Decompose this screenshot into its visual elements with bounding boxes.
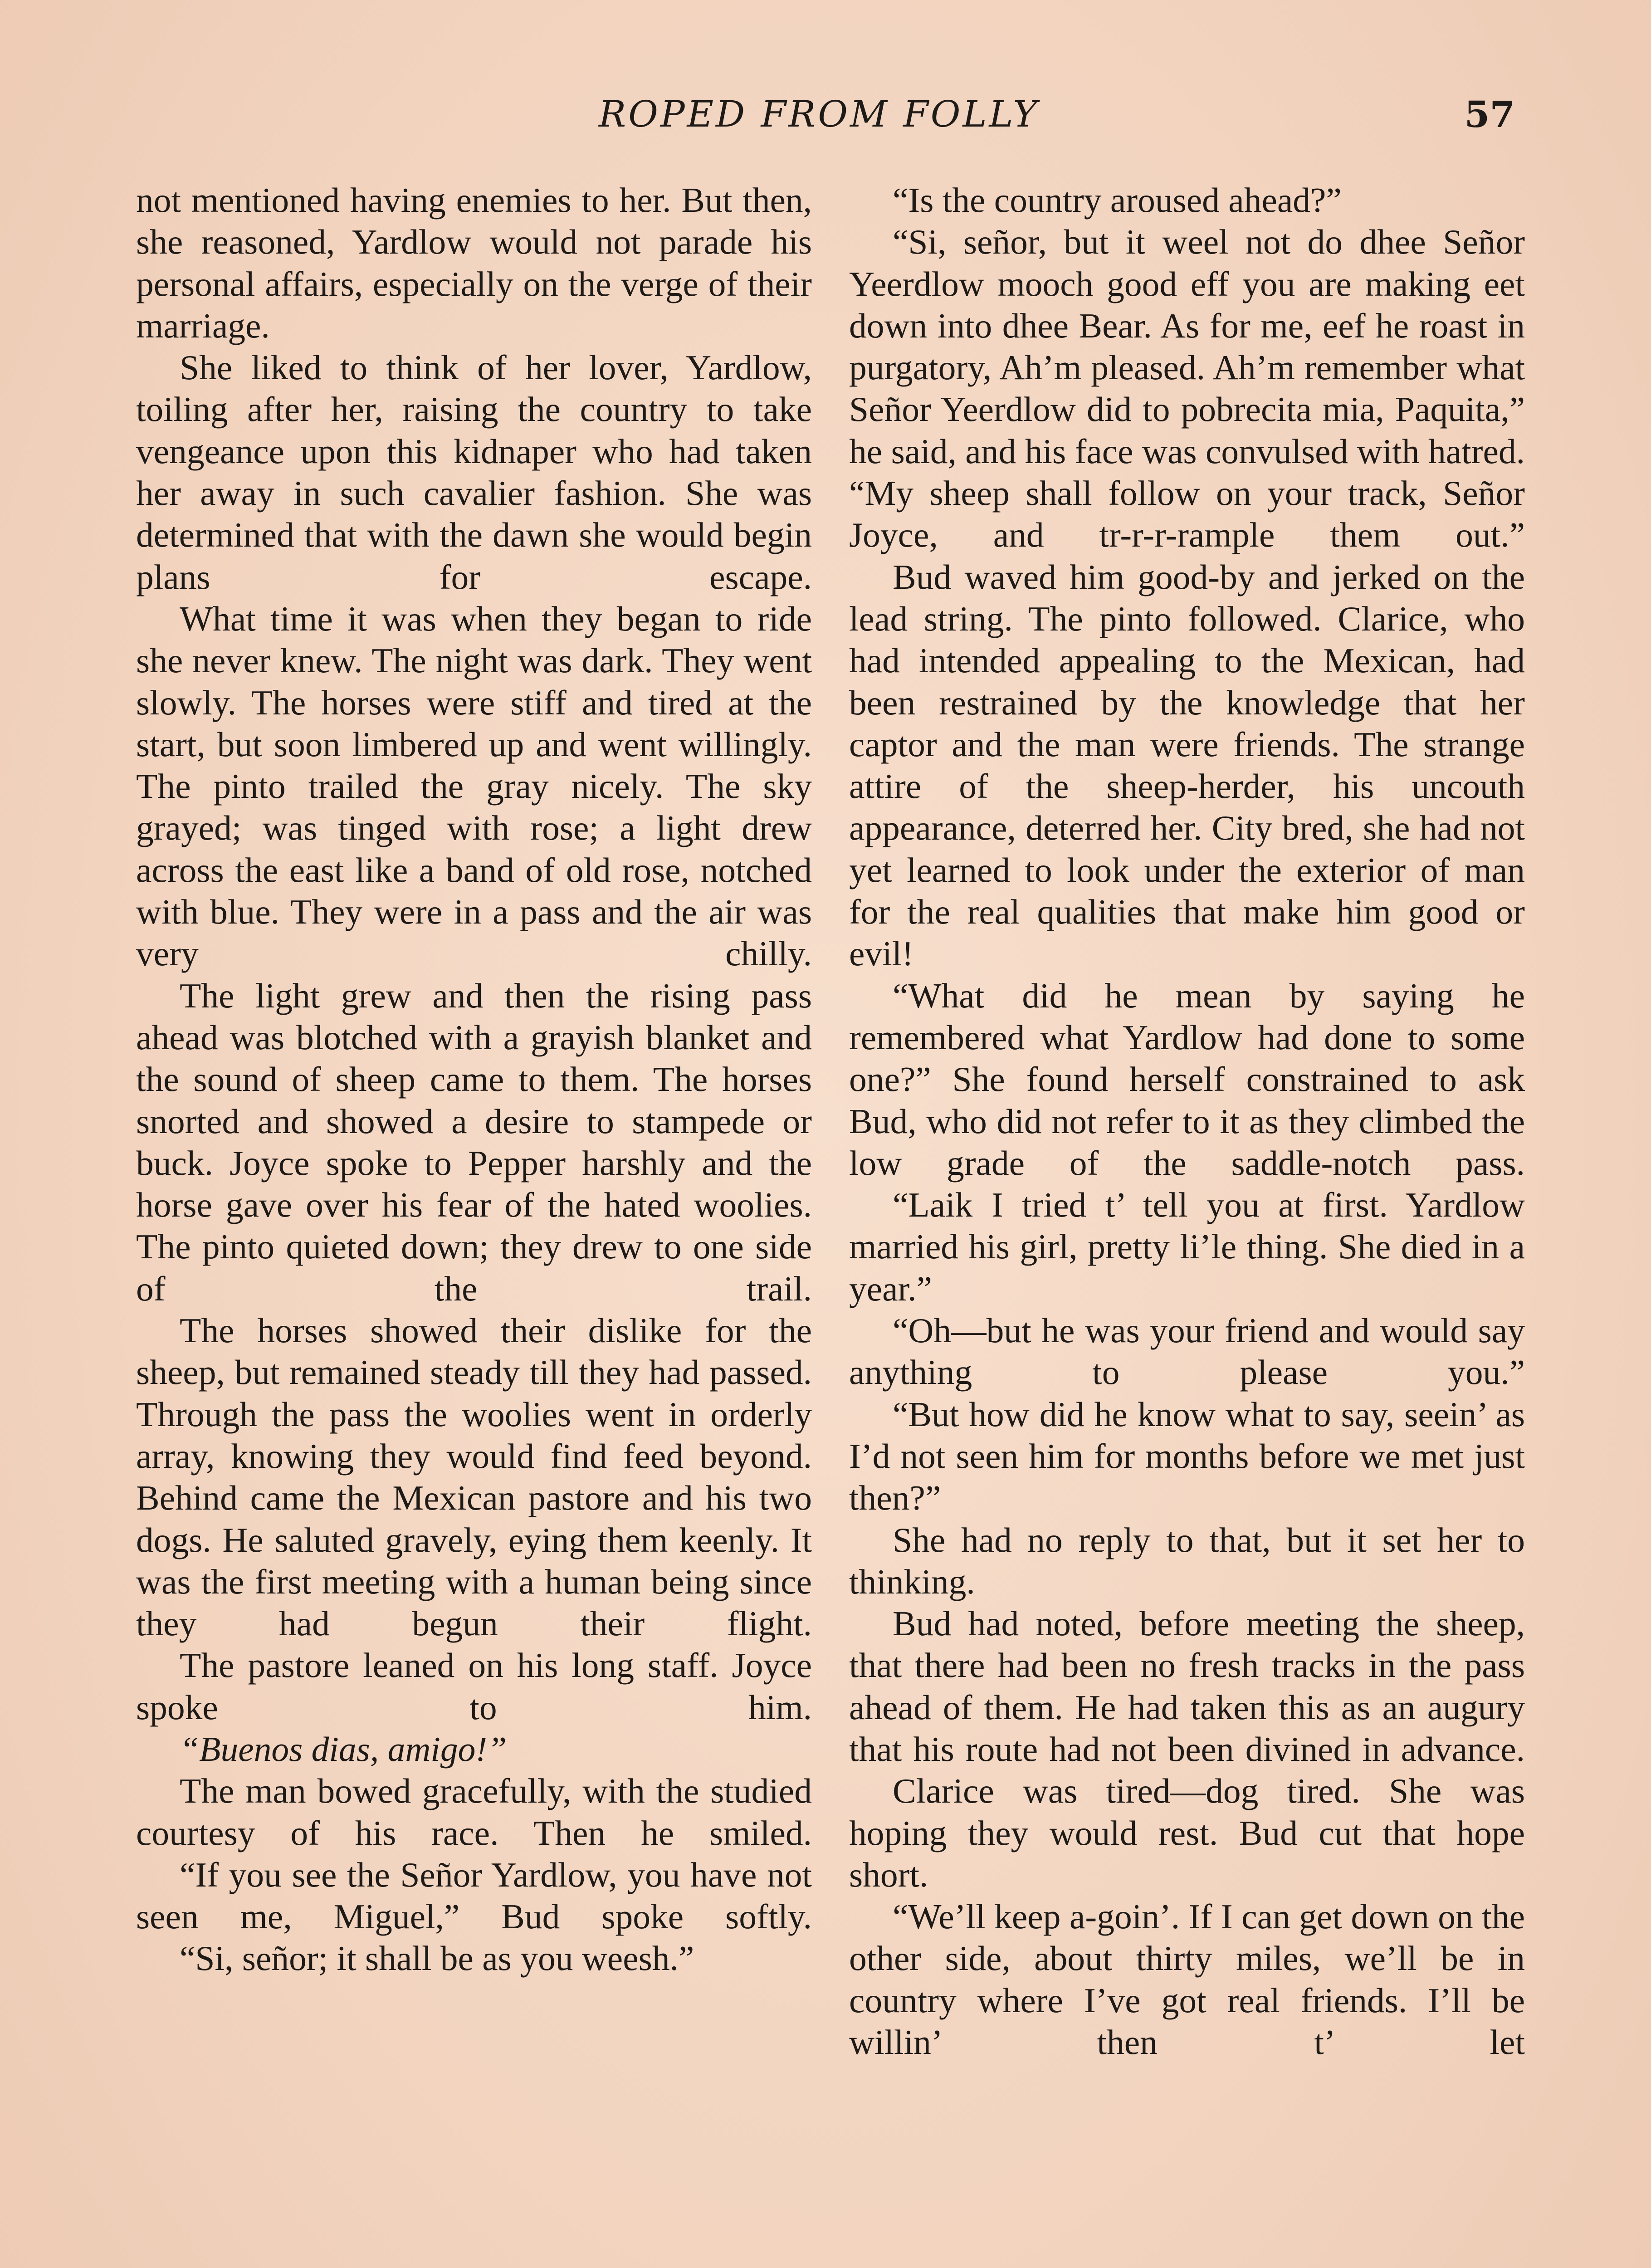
paragraph: Bud waved him good-by and jerked on the lead string. The pinto followed. Clarice, who had intended appealing to the Mexican, had been restrained by the knowledge that her captor and the man were friends. The strange attire of the sheep-herder, his uncouth appearance, deterred her. City bred, she had not yet learned to look under the exterior of man for the real qualities that make him good or evil!: [849, 557, 1525, 973]
left-column: [136, 179, 812, 1980]
paragraph: “If you see the Señor Yardlow, you have not seen me, Miguel,” Bud spoke softly.: [136, 1855, 812, 1936]
paragraph: Bud had noted, before meeting the sheep, that there had been no fresh tracks in the pass ahead of them. He had taken this as an augury that his route had not been divined in advance.: [849, 1604, 1525, 1769]
paragraph: not mentioned having enemies to her. But then, she reasoned, Yardlow would not parade his personal affairs, especially on the verge of their marriage.: [136, 181, 812, 345]
paragraph: The pastore leaned on his long staff. Joyce spoke to him.: [136, 1646, 812, 1727]
paragraph: The light grew and then the rising pass ahead was blotched with a grayish blanket and the sound of sheep came to them. The horses snorted and showed a desire to stampede or buck. Joyce spoke to Pepper harshly and the horse gave over his fear of the hated woolies. The pinto quieted down; they drew to one side of the trail.: [136, 976, 812, 1308]
paragraph: She had no reply to that, but it set her to thinking.: [849, 1520, 1525, 1601]
paragraph: “We’ll keep a-goin’. If I can get down on the other side, about thirty miles, we’ll be in country where I’ve got real friends. I’ll be willin’ then t’ let: [849, 1897, 1525, 2062]
paragraph: “Si, señor; it shall be as you weesh.”: [180, 1939, 694, 1978]
paragraph: “Buenos dias, amigo!”: [180, 1729, 507, 1769]
paragraph: The man bowed gracefully, with the studied courtesy of his race. Then he smiled.: [136, 1771, 812, 1853]
paragraph: “Is the country aroused ahead?”: [893, 181, 1342, 220]
paragraph: “What did he mean by saying he remembered what Yardlow had done to some one?” She found herself constrained to ask Bud, who did not refer to it as they climbed the low grade of the saddle-notch pass.: [849, 976, 1525, 1183]
paragraph: She liked to think of her lover, Yardlow, toiling after her, raising the country to take vengeance upon this kidnaper who had taken her away in such cavalier fashion. She was determined that with the dawn she would begin plans for escape.: [136, 348, 812, 596]
paragraph: “Laik I tried t’ tell you at first. Yardlow married his girl, pretty li’le thing. She died in a year.”: [849, 1185, 1525, 1308]
paragraph: “But how did he know what to say, seein’ as I’d not seen him for months before we met just then?”: [849, 1394, 1525, 1518]
paragraph: Clarice was tired—dog tired. She was hoping they would rest. Bud cut that hope short.: [849, 1771, 1525, 1894]
paragraph: The horses showed their dislike for the sheep, but remained steady till they had passed. Through the pass the woolies went in orderly array, knowing they would find feed beyond. Behind came the Mexican pastore and his two dogs. He saluted gravely, eying them keenly. It was the first meeting with a human being since they had begun their flight.: [136, 1311, 812, 1643]
page-number: 57: [1464, 93, 1515, 136]
paragraph: “Oh—but he was your friend and would say anything to please you.”: [849, 1311, 1525, 1392]
paragraph: “Si, señor, but it weel not do dhee Señor Yeerdlow mooch good eff you are making eet down into dhee Bear. As for me, eef he roast in purgatory, Ah’m pleased. Ah’m remember what Señor Yeerdlow did to pobrecita mia, Paquita,” he said, and his face was convulsed with hatred. “My sheep shall follow on your track, Señor Joyce, and tr-r-r-rample them out.”: [849, 222, 1525, 555]
running-head-title: ROPED FROM FOLLY: [599, 93, 1040, 135]
right-column: [849, 179, 1525, 2063]
paragraph: What time it was when they began to ride she never knew. The night was dark. They went slowly. The horses were stiff and tired at the start, but soon limbered up and went willingly. The pinto trailed the gray nicely. The sky grayed; was tinged with rose; a light drew across the east like a band of old rose, notched with blue. They were in a pass and the air was very chilly.: [136, 599, 812, 973]
